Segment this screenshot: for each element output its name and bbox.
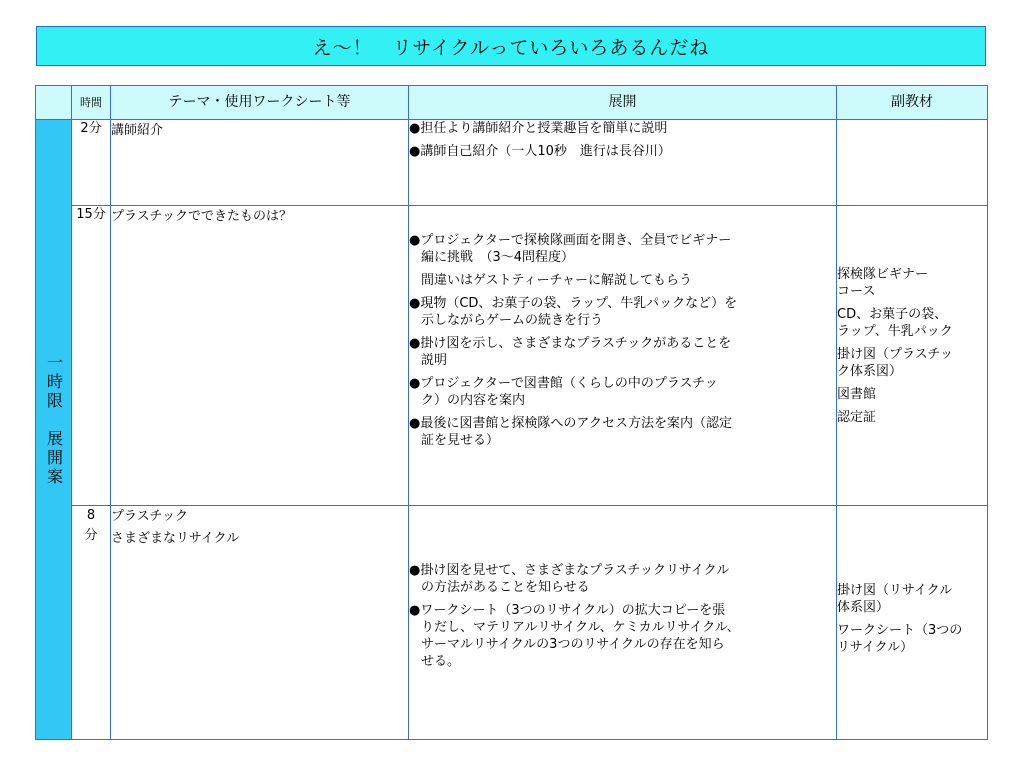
header-materials: 副教材 [837, 86, 988, 120]
side-label-cell [36, 120, 72, 740]
development-item: ●最後に図書館と探検隊へのアクセス方法を案内（認定 証を見せる） [409, 416, 732, 448]
lesson-plan-table [35, 85, 988, 740]
material-item: 掛け図（プラスチッ ク体系図） [837, 347, 953, 379]
development-item: ●掛け図を見せて、さまざまなプラスチックリサイクル の方法があることを知らせる [409, 563, 730, 595]
theme-cell [111, 206, 409, 506]
side-label: 一時限 展開案 [44, 354, 64, 487]
time-cell: 8 分 [72, 506, 111, 740]
table-row [36, 206, 988, 506]
development-item: ●現物（CD、お菓子の袋、ラップ、牛乳パックなど）を 示しながらゲームの続きを行う [409, 296, 738, 328]
development-item: ●ワークシート（3つのリサイクル）の拡大コピーを張 りだし、マテリアルリサイクル、ケミカルリサイクル、 サーマルリサイクルの3つのリサイクルの存在を知ら せる。 [409, 603, 740, 669]
development-item: ●講師自己紹介（一人10秒 進行は長谷川） [409, 144, 671, 159]
theme-text: プラスチック [111, 509, 188, 524]
materials-cell [837, 506, 988, 740]
development-cell [409, 506, 837, 740]
material-item: 認定証 [837, 410, 877, 425]
theme-cell [111, 506, 409, 740]
theme-text: プラスチックでできたものは？ [111, 209, 292, 224]
development-item: 間違いはゲストティーチャーに解説してもらう [421, 273, 693, 288]
page-title: え〜！ リサイクルっていろいろあるんだね [36, 26, 986, 66]
material-item: 探検隊ビギナー コース [837, 267, 929, 299]
development-item: ●掛け図を示し、さまざまなプラスチックがあることを 説明 [409, 336, 732, 368]
materials-cell [837, 206, 988, 506]
header-row [36, 86, 988, 120]
development-item: ●プロジェクターで探検隊画面を開き、全員でビギナー 編に挑戦 （3〜4問程度） [409, 233, 732, 265]
table-row [36, 506, 988, 740]
header-blank [36, 86, 72, 120]
development-item: ●プロジェクターで図書館（くらしの中のプラスチッ ク）の内容を案内 [409, 376, 718, 408]
header-theme: テーマ・使用ワークシート等 [111, 86, 409, 120]
material-item: CD、お菓子の袋、 ラップ、牛乳パック [837, 307, 953, 339]
header-time: 時間 [72, 86, 111, 120]
table-row [36, 120, 988, 206]
development-item: ●担任より講師紹介と授業趣旨を簡単に説明 [409, 121, 668, 136]
header-development: 展開 [409, 86, 837, 120]
time-cell: 15分 [72, 206, 111, 506]
development-cell [409, 120, 837, 206]
time-cell: 2分 [72, 120, 111, 206]
theme-text: 講師紹介 [111, 123, 164, 138]
theme-text: さまざまなリサイクル [111, 531, 240, 546]
material-item: 掛け図（リサイクル 体系図） [837, 583, 953, 615]
material-item: ワークシート（3つの リサイクル） [837, 623, 963, 655]
materials-cell [837, 120, 988, 206]
development-cell [409, 206, 837, 506]
material-item: 図書館 [837, 387, 877, 402]
theme-cell [111, 120, 409, 206]
